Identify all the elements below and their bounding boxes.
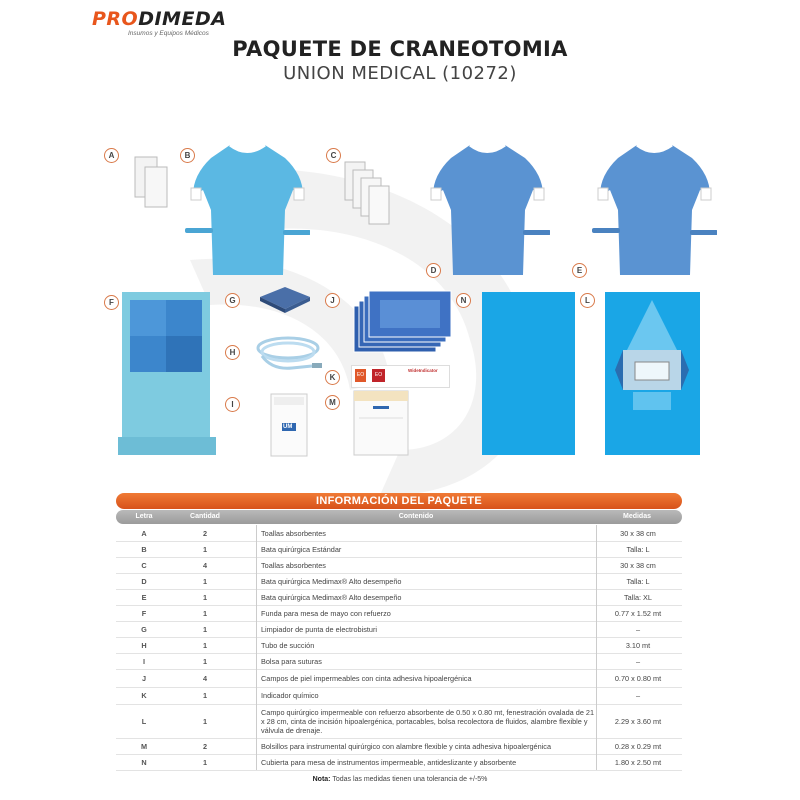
cell-medidas: 30 x 38 cm bbox=[596, 525, 679, 541]
table-row bbox=[116, 605, 682, 622]
cell-cantidad: 1 bbox=[202, 592, 208, 602]
cell-letra: D bbox=[141, 576, 147, 586]
cell-contenido: Bata quirúrgica Medimax® Alto desempeño bbox=[256, 573, 626, 589]
cell-medidas: 0.28 x 0.29 mt bbox=[596, 738, 679, 754]
item-label-k: K bbox=[325, 370, 340, 385]
cell-letra: B bbox=[141, 544, 147, 554]
item-label-j: J bbox=[325, 293, 340, 308]
cell-letra: G bbox=[141, 624, 147, 634]
cell-cantidad: 1 bbox=[202, 576, 208, 586]
table-row bbox=[116, 637, 682, 654]
cell-medidas: Talla: XL bbox=[596, 589, 679, 605]
cell-cantidad: 1 bbox=[202, 608, 208, 618]
towels-c-illustration bbox=[343, 160, 403, 230]
cell-cantidad: 1 bbox=[202, 656, 208, 666]
gown-d-illustration bbox=[425, 140, 550, 280]
cell-letra: H bbox=[141, 640, 147, 650]
item-label-b: B bbox=[180, 148, 195, 163]
item-label-h: H bbox=[225, 345, 240, 360]
craniotomy-drape-l-illustration bbox=[605, 292, 700, 455]
cell-cantidad: 2 bbox=[202, 528, 208, 538]
gown-e-illustration bbox=[592, 140, 717, 280]
footnote-label: Nota: bbox=[312, 776, 331, 783]
cell-contenido: Campo quirúrgico impermeable con refuerzo absorbente de 0.50 x 0.80 mt, fenestración ovalada de 21 x 28 cm, cinta de incisión hipoalergénica, portacables, bolsa recolectora de fluidos, alambre flexible y válvula de drenaje. bbox=[256, 704, 596, 738]
table-row bbox=[116, 687, 682, 705]
header-contenido: Contenido bbox=[398, 513, 434, 520]
gown-b-illustration bbox=[185, 140, 310, 280]
table-row bbox=[116, 573, 682, 590]
page-title: PAQUETE DE CRANEOTOMIA bbox=[232, 37, 568, 61]
cell-contenido: Campos de piel impermeables con cinta adhesiva hipoalergénica bbox=[256, 669, 626, 687]
cell-letra: A bbox=[141, 528, 147, 538]
cell-medidas: 1.80 x 2.50 mt bbox=[596, 754, 679, 770]
cell-contenido: Bata quirúrgica Medimax® Alto desempeño bbox=[256, 589, 626, 605]
table-row bbox=[116, 704, 682, 739]
indicator-patch-a: EO bbox=[355, 369, 366, 382]
cell-contenido: Bolsa para suturas bbox=[256, 653, 626, 669]
item-label-c: C bbox=[326, 148, 341, 163]
cell-cantidad: 1 bbox=[202, 544, 208, 554]
table-row bbox=[116, 653, 682, 670]
item-label-a: A bbox=[104, 148, 119, 163]
cell-cantidad: 1 bbox=[202, 691, 208, 700]
cell-contenido: Toallas absorbentes bbox=[256, 525, 626, 541]
table-row bbox=[116, 525, 682, 542]
cell-letra: J bbox=[141, 673, 147, 683]
table-row bbox=[116, 738, 682, 755]
footnote bbox=[0, 776, 800, 783]
item-label-f: F bbox=[104, 295, 119, 310]
cell-contenido: Limpiador de punta de electrobisturi bbox=[256, 621, 626, 637]
item-label-l: L bbox=[580, 293, 595, 308]
instrument-pocket-m-illustration bbox=[353, 390, 409, 456]
towels-a-illustration bbox=[133, 155, 173, 210]
header-cantidad: Cantidad bbox=[190, 513, 220, 520]
item-label-d: D bbox=[426, 263, 441, 278]
brand-tagline: Insumos y Equipos Médicos bbox=[128, 30, 209, 37]
item-label-i: I bbox=[225, 397, 240, 412]
indicator-patch-b: EO bbox=[372, 369, 385, 382]
cell-medidas: – bbox=[596, 687, 679, 704]
table-row bbox=[116, 754, 682, 771]
table-row bbox=[116, 541, 682, 558]
cell-letra: E bbox=[141, 592, 147, 602]
cell-medidas: – bbox=[596, 653, 679, 669]
cell-letra: M bbox=[140, 741, 148, 751]
cell-cantidad: 2 bbox=[202, 741, 208, 751]
cell-medidas: Talla: L bbox=[596, 573, 679, 589]
cell-medidas: 3.10 mt bbox=[596, 637, 679, 653]
suture-bag-brand: UM bbox=[283, 424, 293, 430]
cell-letra: F bbox=[141, 608, 147, 618]
cell-cantidad: 1 bbox=[202, 624, 208, 634]
cell-cantidad: 4 bbox=[202, 560, 208, 570]
cell-letra: N bbox=[141, 757, 147, 767]
skin-drapes-j-illustration bbox=[352, 288, 452, 356]
cell-contenido: Toallas absorbentes bbox=[256, 557, 626, 573]
table-row bbox=[116, 621, 682, 638]
table-cover-n-illustration bbox=[482, 292, 575, 455]
cell-medidas: – bbox=[596, 621, 679, 637]
header-letra: Letra bbox=[135, 513, 153, 520]
table-row bbox=[116, 557, 682, 574]
cell-contenido: Cubierta para mesa de instrumentos impermeable, antideslizante y absorbente bbox=[256, 754, 626, 770]
cell-letra: L bbox=[141, 716, 147, 726]
cell-contenido: Bolsillos para instrumental quirúrgico con alambre flexible y cinta adhesiva hipoalergénica bbox=[256, 738, 626, 754]
cell-contenido: Indicador químico bbox=[256, 687, 626, 704]
brand-name-post: DIMEDA bbox=[138, 8, 227, 30]
cell-contenido: Funda para mesa de mayo con refuerzo bbox=[256, 605, 626, 621]
header-medidas: Medidas bbox=[622, 513, 651, 520]
brand-logo bbox=[92, 8, 226, 30]
cell-cantidad: 4 bbox=[202, 673, 208, 683]
cell-letra: I bbox=[142, 656, 146, 666]
cell-medidas: 0.77 x 1.52 mt bbox=[596, 605, 679, 621]
item-label-m: M bbox=[325, 395, 340, 410]
cell-letra: K bbox=[141, 691, 147, 700]
page-subtitle: UNION MEDICAL (10272) bbox=[283, 63, 517, 84]
item-label-e: E bbox=[572, 263, 587, 278]
item-label-g: G bbox=[225, 293, 240, 308]
cell-cantidad: 1 bbox=[202, 716, 208, 726]
table-row bbox=[116, 669, 682, 688]
cell-medidas: 30 x 38 cm bbox=[596, 557, 679, 573]
brand-name-pre: PRO bbox=[92, 8, 139, 30]
table-title-bar: INFORMACIÓN DEL PAQUETE bbox=[116, 493, 682, 509]
cell-cantidad: 1 bbox=[202, 640, 208, 650]
mayo-cover-f-illustration bbox=[118, 292, 216, 457]
cell-letra: C bbox=[141, 560, 147, 570]
cell-contenido: Bata quirúrgica Estándar bbox=[256, 541, 626, 557]
item-label-n: N bbox=[456, 293, 471, 308]
cell-medidas: 2.29 x 3.60 mt bbox=[596, 704, 679, 738]
cell-medidas: Talla: L bbox=[596, 541, 679, 557]
tip-cleaner-g-illustration bbox=[255, 285, 315, 315]
indicator-strip-label: WideIndicator bbox=[408, 368, 438, 373]
cell-cantidad: 1 bbox=[202, 757, 208, 767]
suction-tube-h-illustration bbox=[252, 330, 327, 380]
table-row bbox=[116, 589, 682, 606]
cell-medidas: 0.70 x 0.80 mt bbox=[596, 669, 679, 687]
cell-contenido: Tubo de succión bbox=[256, 637, 626, 653]
footnote-text: Todas las medidas tienen una tolerancia de +/-5% bbox=[330, 776, 488, 783]
